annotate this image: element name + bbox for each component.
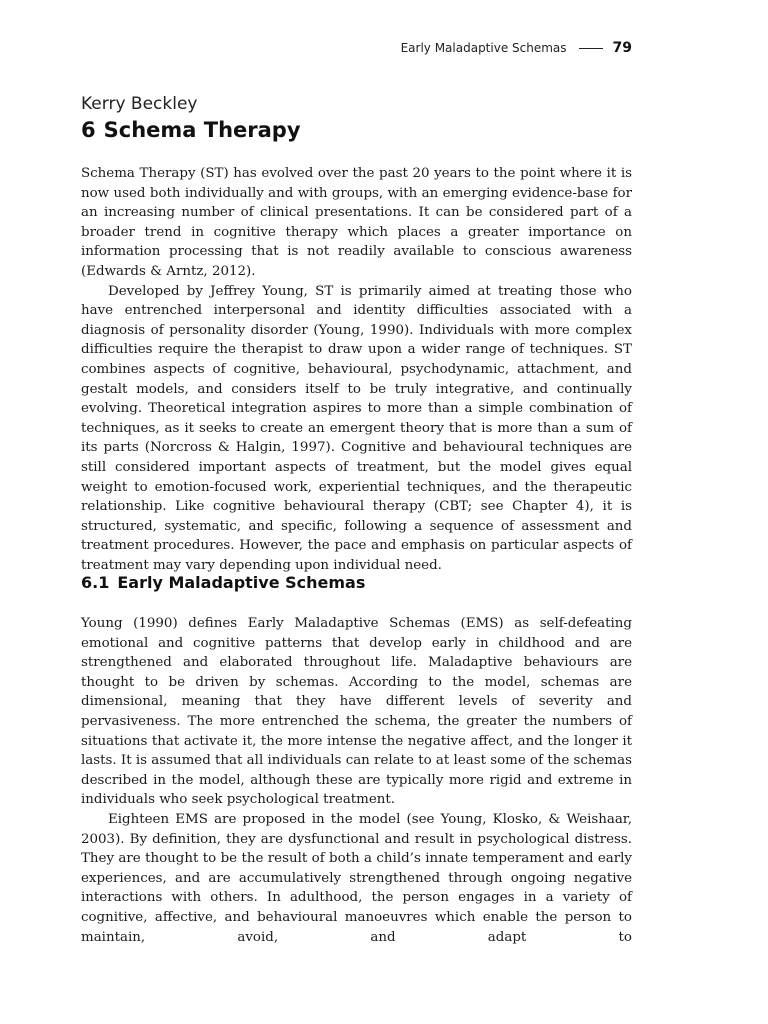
section-text bbox=[81, 614, 632, 947]
chapter-title bbox=[81, 118, 301, 142]
chapter-number: 6 bbox=[81, 118, 96, 142]
intro-text bbox=[81, 164, 632, 575]
chapter-title-text: Schema Therapy bbox=[103, 118, 301, 142]
section-number: 6.1 bbox=[81, 573, 110, 592]
section-paragraph-2: Eighteen EMS are proposed in the model (see Young, Klosko, & Weishaar, 2003). By definition, they are dysfunctional and result in psychological distress. They are thought to be the result of both a child’s innate temperament and early experiences, and are accumulatively strengthened through ongoing negative interactions with others. In adulthood, the person engages in a variety of cognitive, affective, and behavioural manoeuvres which enable the person to maintain, avoid, and adapt to bbox=[81, 811, 632, 945]
section-title: Early Maladaptive Schemas bbox=[117, 573, 366, 592]
running-head bbox=[81, 38, 632, 58]
chapter-author: Kerry Beckley bbox=[81, 94, 198, 114]
page-number: 79 bbox=[612, 40, 632, 56]
section-heading bbox=[81, 573, 365, 592]
intro-paragraph-1: Schema Therapy (ST) has evolved over the past 20 years to the point where it is now used both individually and with groups, with an emerging evidence-base for an increasing number of clinical presentations. It can be considered part of a broader trend in cognitive therapy which places a greater importance on information processing that is not readily available to conscious awareness (Edwards & Arntz, 2012). bbox=[81, 166, 632, 279]
running-head-title: Early Maladaptive Schemas bbox=[400, 41, 567, 55]
running-head-rule bbox=[579, 48, 603, 49]
intro-paragraph-2: Developed by Jeffrey Young, ST is primarily aimed at treating those who have entrenched interpersonal and identity difficulties associated with a diagnosis of personality disorder (Young, 1990). Individuals with more complex difficulties require the therapist to draw upon a wider range of techniques. ST combines aspects of cognitive, behavioural, psychodynamic, attachment, and gestalt models, and considers itself to be truly integrative, and continually evolving. Theoretical integration aspires to more than a simple combination of techniques, as it seeks to create an emergent theory that is more than a sum of its parts (Norcross & Halgin, 1997). Cognitive and behavioural techniques are still considered important aspects of treatment, but the model gives equal weight to emotion-focused work, experiential techniques, and the therapeutic relationship. Like cognitive behavioural therapy (CBT; see Chapter 4), it is structured, systematic, and specific, following a sequence of assessment and treatment procedures. However, the pace and emphasis on particular aspects of treatment may vary depending upon individual need. bbox=[81, 283, 632, 573]
section-paragraph-1: Young (1990) defines Early Maladaptive Schemas (EMS) as self-defeating emotional and cognitive patterns that develop early in childhood and are strengthened and elaborated throughout life. Maladaptive behaviours are thought to be driven by schemas. According to the model, schemas are dimensional, meaning that they have different levels of severity and pervasiveness. The more entrenched the schema, the greater the numbers of situations that activate it, the more intense the negative affect, and the longer it lasts. It is assumed that all individuals can relate to at least some of the schemas described in the model, although these are typically more rigid and extreme in individuals who seek psychological treatment. bbox=[81, 616, 632, 808]
